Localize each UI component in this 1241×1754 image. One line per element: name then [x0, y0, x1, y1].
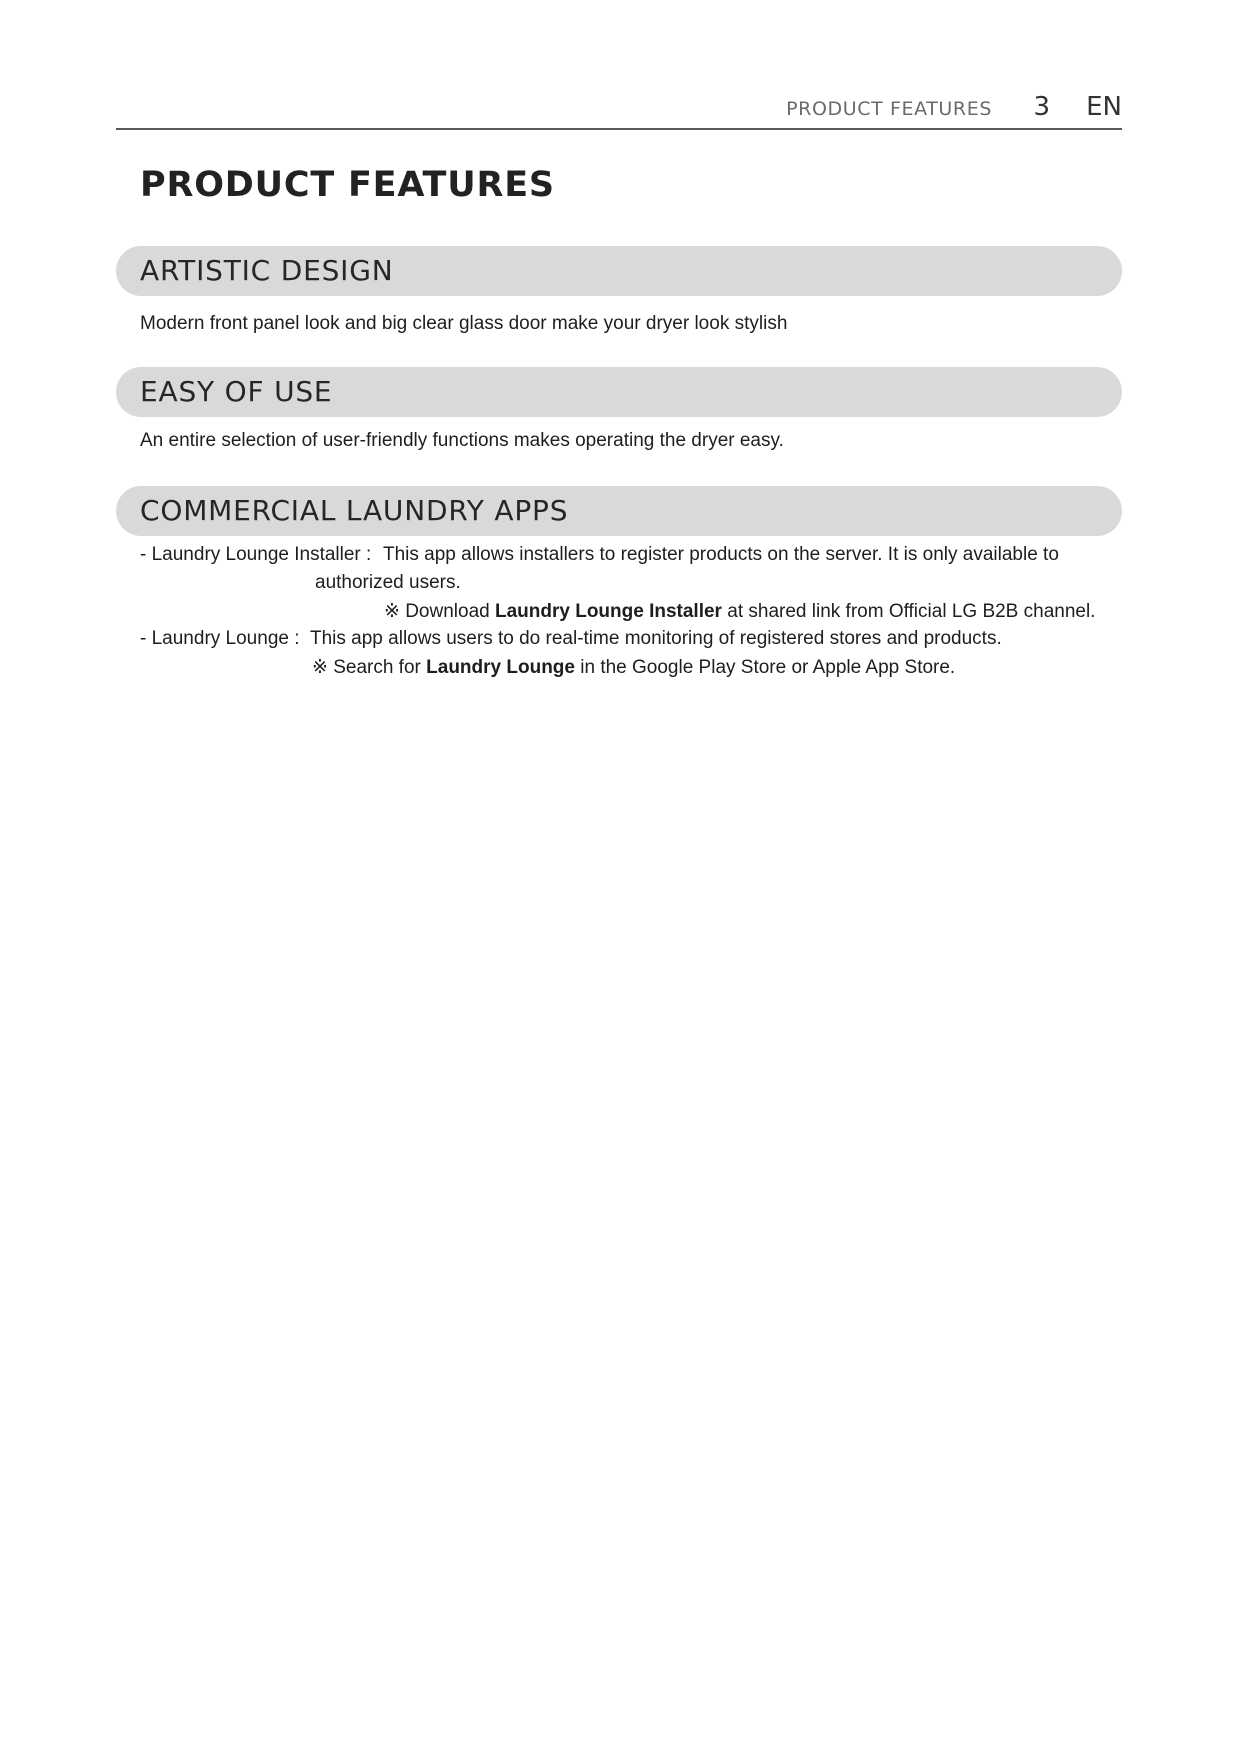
section-text-easy-of-use: An entire selection of user-friendly functions makes operating the dryer easy.: [140, 430, 784, 451]
app-label-laundry-lounge-installer: - Laundry Lounge Installer :: [140, 544, 372, 565]
note-app-name: Laundry Lounge: [426, 657, 575, 678]
section-text-artistic-design: Modern front panel look and big clear glass door make your dryer look stylish: [140, 313, 788, 334]
section-heading-label: ARTISTIC DESIGN: [140, 254, 394, 287]
app-description-line1: This app allows users to do real-time monitoring of registered stores and products.: [310, 628, 1002, 649]
note-suffix: at shared link from Official LG B2B channel.: [721, 601, 1096, 622]
app-label-laundry-lounge: - Laundry Lounge :: [140, 628, 300, 649]
header-language: EN: [1086, 92, 1122, 122]
app-description-line2: authorized users.: [315, 572, 461, 593]
note-suffix: in the Google Play Store or Apple App Store.: [574, 657, 956, 678]
header-section-title: PRODUCT FEATURES: [786, 98, 992, 120]
page-title: PRODUCT FEATURES: [140, 165, 555, 205]
app-download-note: [384, 600, 1095, 623]
section-heading-label: EASY OF USE: [140, 375, 333, 408]
page-header: [116, 92, 1122, 130]
section-heading-label: COMMERCIAL LAUNDRY APPS: [140, 494, 569, 527]
app-search-note: [312, 656, 955, 679]
header-page-number: 3: [1033, 92, 1050, 122]
note-prefix: ※ Search for: [312, 657, 427, 678]
app-description-line1: This app allows installers to register products on the server. It is only available to: [383, 544, 1059, 565]
section-heading-easy-of-use: [116, 367, 1122, 417]
section-heading-commercial-laundry-apps: [116, 486, 1122, 536]
section-heading-artistic-design: [116, 246, 1122, 296]
note-app-name: Laundry Lounge Installer: [494, 601, 722, 622]
note-prefix: ※ Download: [384, 601, 495, 622]
